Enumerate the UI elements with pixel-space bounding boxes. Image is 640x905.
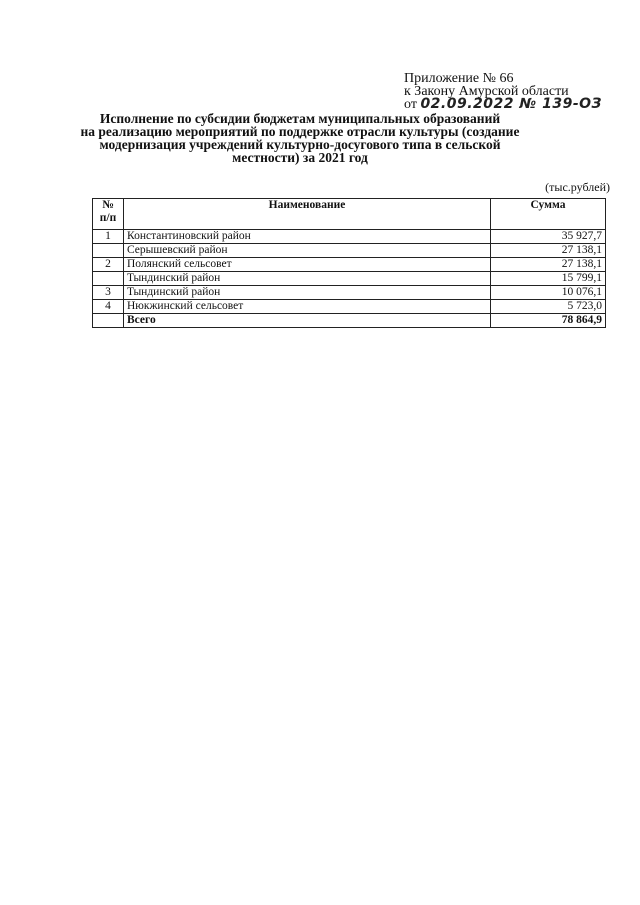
title-line-1: Исполнение по субсидии бюджетам муниципальных образований <box>99 111 501 126</box>
row-sum: 35 927,7 <box>491 230 606 244</box>
table-header-row <box>93 199 606 230</box>
title-line-4: местности) за 2021 год <box>232 150 368 165</box>
handwritten-date-number: 02.09.2022 № 139-ОЗ <box>420 96 602 112</box>
row-name: Серышевский район <box>124 244 491 258</box>
table-row <box>93 272 606 286</box>
row-number: 4 <box>93 300 124 314</box>
appendix-date-prefix: от <box>404 97 417 112</box>
row-sum: 27 138,1 <box>491 244 606 258</box>
table-row <box>93 230 606 244</box>
row-sum: 27 138,1 <box>491 258 606 272</box>
title-line-3: модернизация учреждений культурно-досугового типа в сельской <box>99 137 501 152</box>
appendix-block <box>404 72 602 111</box>
row-name: Константиновский район <box>124 230 491 244</box>
row-number: 1 <box>93 230 124 244</box>
table-row <box>93 286 606 300</box>
row-number: 2 <box>93 258 124 272</box>
row-name: Тындинский район <box>124 272 491 286</box>
table-row <box>93 258 606 272</box>
header-number: № п/п <box>93 199 124 230</box>
header-name: Наименование <box>124 199 491 230</box>
total-number <box>93 314 124 328</box>
row-name: Полянский сельсовет <box>124 258 491 272</box>
table-body <box>93 230 606 328</box>
budget-table <box>92 198 606 328</box>
table-total-row <box>93 314 606 328</box>
row-sum: 15 799,1 <box>491 272 606 286</box>
row-sum: 5 723,0 <box>491 300 606 314</box>
table-row <box>93 300 606 314</box>
title-line-2: на реализацию мероприятий по поддержке отрасли культуры (создание <box>80 124 520 139</box>
appendix-date-line <box>404 98 602 111</box>
row-number <box>93 272 124 286</box>
appendix-law: к Закону Амурской области <box>404 84 569 99</box>
total-label: Всего <box>124 314 491 328</box>
header-sum: Сумма <box>491 199 606 230</box>
units-label: (тыс.рублей) <box>545 180 610 194</box>
row-number <box>93 244 124 258</box>
table-row <box>93 244 606 258</box>
row-number: 3 <box>93 286 124 300</box>
appendix-number: Приложение № 66 <box>404 71 514 86</box>
row-name: Тындинский район <box>124 286 491 300</box>
row-sum: 10 076,1 <box>491 286 606 300</box>
document-title <box>80 112 520 164</box>
row-name: Нюкжинский сельсовет <box>124 300 491 314</box>
total-sum: 78 864,9 <box>491 314 606 328</box>
